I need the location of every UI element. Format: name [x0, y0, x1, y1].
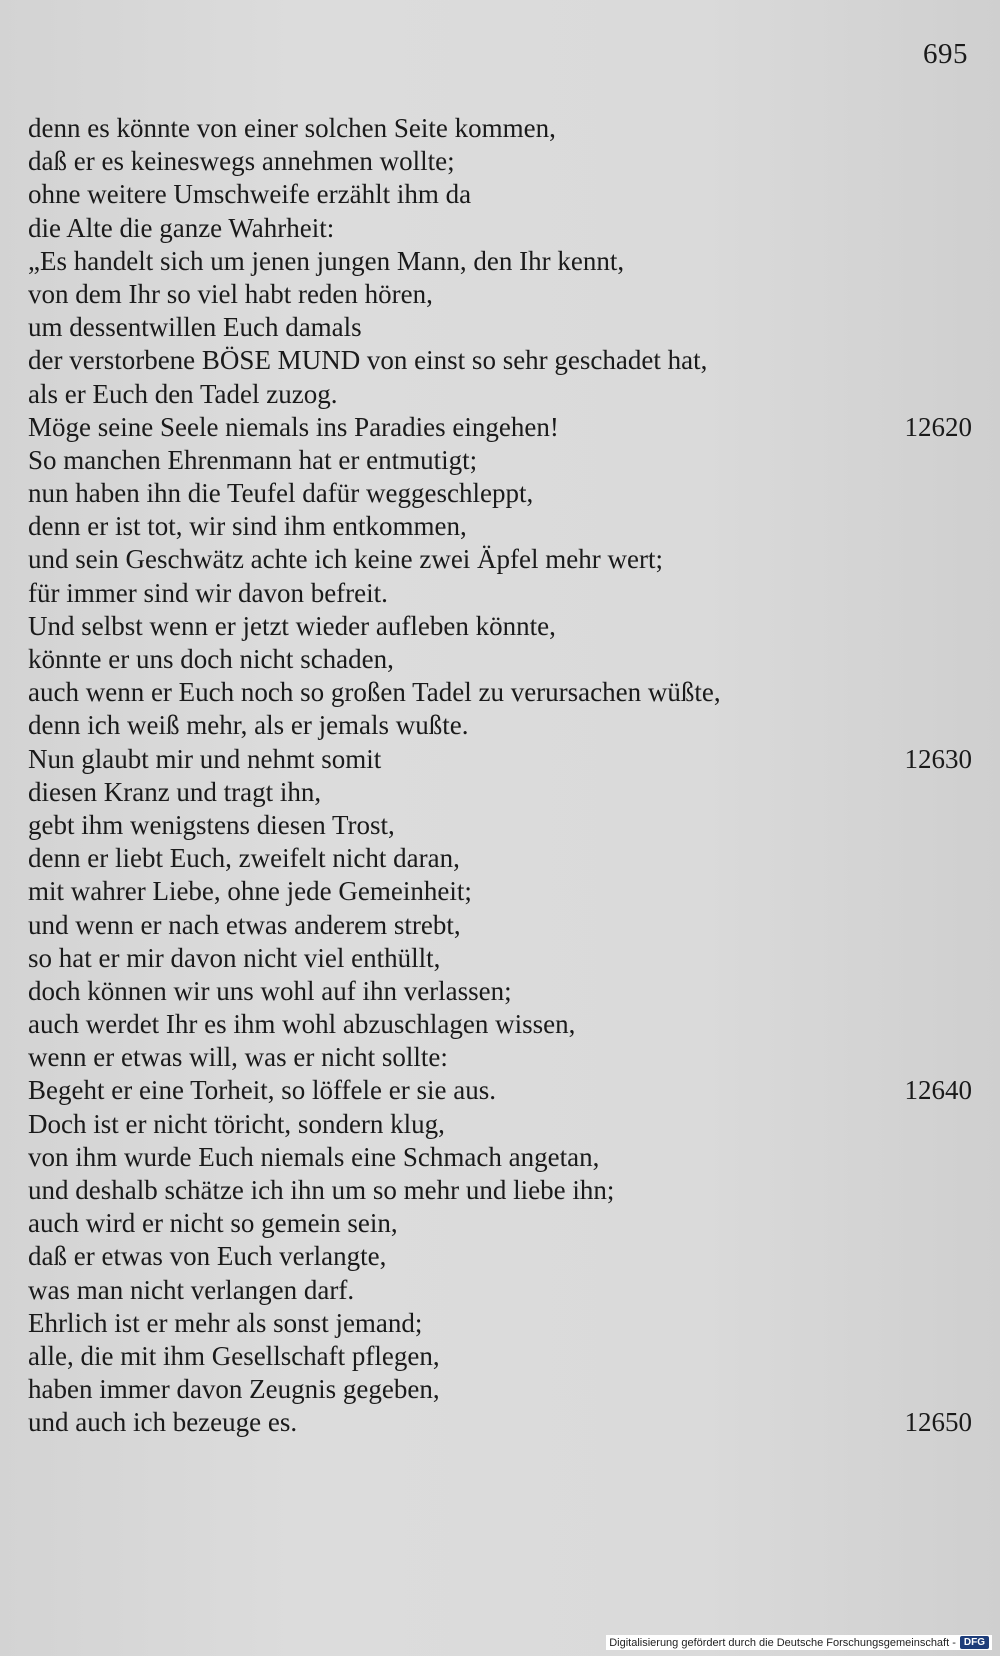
verse-line: [28, 1008, 988, 1041]
verse-line: [28, 1174, 988, 1207]
verse-line: [28, 1108, 988, 1141]
verse-text: Nun glaubt mir und nehmt somit: [28, 743, 382, 774]
verse-text: Ehrlich ist er mehr als sonst jemand;: [28, 1307, 423, 1338]
credit-text: Digitalisierung gefördert durch die Deutsche Forschungsgemeinschaft -: [609, 1636, 956, 1649]
verse-line: [28, 743, 988, 776]
verse-text: auch wird er nicht so gemein sein,: [28, 1208, 398, 1239]
verse-line: [28, 444, 988, 477]
verse-line: [28, 975, 988, 1008]
verse-line: [28, 411, 988, 444]
verse-text: und auch ich bezeuge es.: [28, 1407, 298, 1438]
verse-line: [28, 709, 988, 742]
verse-line: [28, 378, 988, 411]
verse-text: die Alte die ganze Wahrheit:: [28, 212, 335, 243]
page-number: 695: [923, 38, 968, 70]
verse-text: denn er ist tot, wir sind ihm entkommen,: [28, 511, 467, 542]
verse-line: [28, 1207, 988, 1240]
verse-text: für immer sind wir davon befreit.: [28, 577, 388, 608]
verse-text: „Es handelt sich um jenen jungen Mann, den Ihr kennt,: [28, 245, 625, 276]
verse-line: [28, 1141, 988, 1174]
verse-text: Und selbst wenn er jetzt wieder aufleben könnte,: [28, 610, 556, 641]
verse-text: der verstorbene BÖSE MUND von einst so sehr geschadet hat,: [28, 345, 708, 376]
verse-line: [28, 1074, 988, 1107]
verse-line: [28, 942, 988, 975]
verse-line: [28, 610, 988, 643]
line-number: 12630: [904, 743, 972, 774]
verse-text: als er Euch den Tadel zuzog.: [28, 378, 338, 409]
verse-line: [28, 909, 988, 942]
verse-line: [28, 577, 988, 610]
verse-text: und wenn er nach etwas anderem strebt,: [28, 909, 461, 940]
verse-text: so hat er mir davon nicht viel enthüllt,: [28, 942, 441, 973]
verse-text: von ihm wurde Euch niemals eine Schmach angetan,: [28, 1141, 600, 1172]
verse-line: [28, 245, 988, 278]
verse-line: [28, 1307, 988, 1340]
verse-text: mit wahrer Liebe, ohne jede Gemeinheit;: [28, 876, 472, 907]
verse-text: wenn er etwas will, was er nicht sollte:: [28, 1042, 448, 1073]
verse-text: und deshalb schätze ich ihn um so mehr und liebe ihn;: [28, 1175, 615, 1205]
verse-line: [28, 1274, 988, 1307]
verse-text: denn er liebt Euch, zweifelt nicht daran,: [28, 843, 460, 874]
verse-line: [28, 643, 988, 676]
verse-line: [28, 1240, 988, 1273]
line-number: 12640: [904, 1075, 972, 1106]
verse-text: doch können wir uns wohl auf ihn verlassen;: [28, 975, 512, 1006]
verse-line: [28, 278, 988, 311]
verse-text: auch wenn er Euch noch so großen Tadel zu verursachen wüßte,: [28, 677, 721, 708]
verse-text: gebt ihm wenigstens diesen Trost,: [28, 809, 395, 840]
verse-line: [28, 112, 988, 145]
verse-text: nun haben ihn die Teufel dafür weggeschleppt,: [28, 478, 534, 509]
verse-line: [28, 178, 988, 211]
verse-text: was man nicht verlangen darf.: [28, 1274, 355, 1305]
verse-text: daß er es keineswegs annehmen wollte;: [28, 146, 455, 177]
verse-line: [28, 676, 988, 709]
verse-line: [28, 510, 988, 543]
verse-text: und sein Geschwätz achte ich keine zwei Äpfel mehr wert;: [28, 544, 663, 575]
verse-text: Begeht er eine Torheit, so löffele er sie aus.: [28, 1075, 496, 1106]
verse-list: [28, 112, 988, 1440]
verse-line: [28, 842, 988, 875]
verse-text: denn ich weiß mehr, als er jemals wußte.: [28, 710, 469, 741]
verse-line: [28, 809, 988, 842]
verse-line: [28, 875, 988, 908]
verse-line: [28, 145, 988, 178]
verse-line: [28, 477, 988, 510]
line-number: 12620: [904, 411, 972, 442]
digitization-credit: [606, 1635, 992, 1650]
verse-text: von dem Ihr so viel habt reden hören,: [28, 278, 433, 309]
verse-text: auch werdet Ihr es ihm wohl abzuschlagen wissen,: [28, 1009, 576, 1040]
verse-text: ohne weitere Umschweife erzählt ihm da: [28, 179, 472, 210]
verse-line: [28, 543, 988, 576]
verse-text: Möge seine Seele niemals ins Paradies eingehen!: [28, 411, 559, 442]
dfg-logo: DFG: [960, 1636, 989, 1649]
verse-line: [28, 1406, 988, 1439]
verse-text: könnte er uns doch nicht schaden,: [28, 644, 394, 674]
verse-text: diesen Kranz und tragt ihn,: [28, 776, 322, 807]
verse-text: denn es könnte von einer solchen Seite kommen,: [28, 113, 556, 143]
verse-text: haben immer davon Zeugnis gegeben,: [28, 1374, 440, 1405]
verse-text: Doch ist er nicht töricht, sondern klug,: [28, 1108, 445, 1139]
verse-line: [28, 1373, 988, 1406]
line-number: 12650: [904, 1407, 972, 1438]
verse-line: [28, 311, 988, 344]
verse-line: [28, 776, 988, 809]
verse-text: alle, die mit ihm Gesellschaft pflegen,: [28, 1340, 440, 1371]
verse-line: [28, 1340, 988, 1373]
verse-text: daß er etwas von Euch verlangte,: [28, 1241, 387, 1272]
verse-line: [28, 212, 988, 245]
verse-text: um dessentwillen Euch damals: [28, 312, 362, 343]
verse-line: [28, 1041, 988, 1074]
verse-line: [28, 344, 988, 377]
verse-text: So manchen Ehrenmann hat er entmutigt;: [28, 444, 478, 475]
